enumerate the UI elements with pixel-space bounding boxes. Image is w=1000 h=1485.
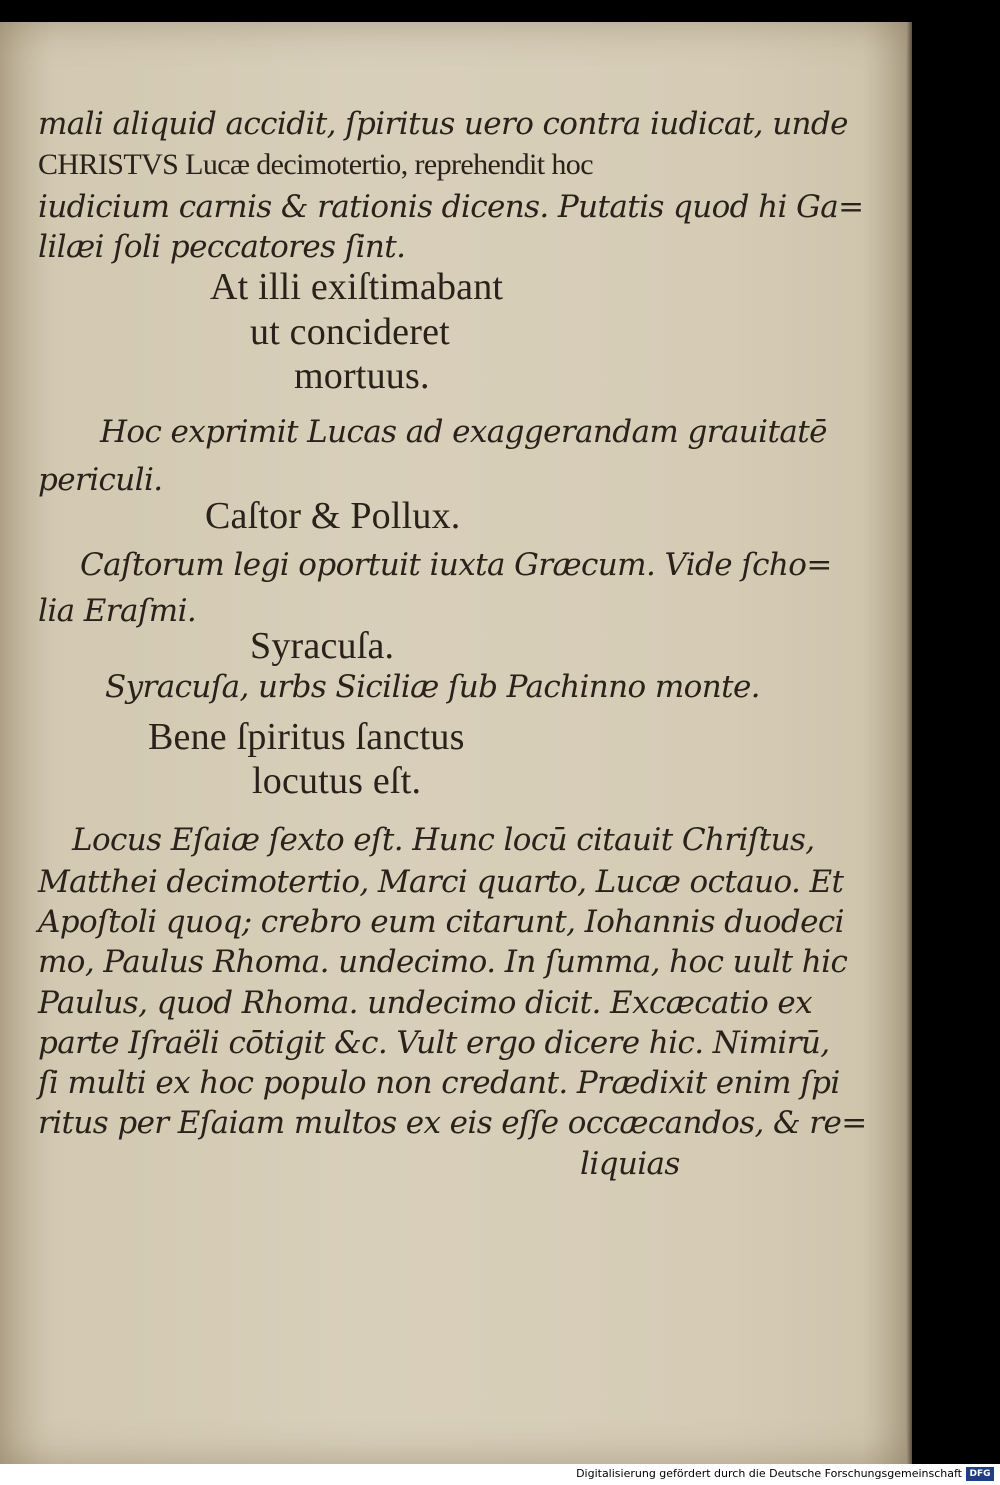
body-line: Syracuſa, urbs Siciliæ ſub Pachinno monte. xyxy=(105,669,760,705)
body-line: Matthei decimotertio, Marci quarto, Lucæ octauo. Et xyxy=(38,864,844,900)
body-line: ritus per Eſaiam multos ex eis eſſe occæcandos, & re= xyxy=(38,1105,867,1141)
funding-notice: Digitalisierung gefördert durch die Deutsche Forschungsgemeinschaft xyxy=(576,1467,962,1480)
heading-line: At illi exiſtimabant xyxy=(210,266,504,308)
body-line: Hoc exprimit Lucas ad exaggerandam grauitatē xyxy=(100,414,827,450)
body-line: Paulus, quod Rhoma. undecimo dicit. Excæcatio ex xyxy=(38,985,813,1021)
body-line: mali aliquid accidit, ſpiritus uero contra iudicat, unde xyxy=(38,106,848,142)
body-line: mo, Paulus Rhoma. undecimo. In ſumma, hoc uult hic xyxy=(38,944,848,980)
body-line: Caſtorum legi oportuit iuxta Græcum. Vide ſcho= xyxy=(80,547,832,583)
body-line: Apoſtoli quoq; crebro eum citarunt, Iohannis duodeci xyxy=(38,904,844,940)
body-line: lia Eraſmi. xyxy=(38,593,197,629)
dfg-logo-icon: DFG xyxy=(966,1467,994,1481)
heading-line: ut concideret xyxy=(250,311,450,353)
body-line: Locus Eſaiæ ſexto eſt. Hunc locū citauit Chriſtus, xyxy=(72,822,815,858)
body-line: periculi. xyxy=(38,462,163,498)
page-edge xyxy=(906,22,912,1464)
body-line: lilæi ſoli peccatores ſint. xyxy=(38,229,406,265)
body-line: iudicium carnis & rationis dicens. Putatis quod hi Ga= xyxy=(38,189,864,225)
body-line: parte Iſraëli cōtigit &c. Vult ergo dicere hic. Nimirū, xyxy=(38,1025,830,1061)
footer-bar xyxy=(0,1464,1000,1485)
heading-line: mortuus. xyxy=(294,355,430,397)
heading-line: locutus eſt. xyxy=(252,760,422,802)
body-line: ſi multi ex hoc populo non credant. Prædixit enim ſpi xyxy=(38,1065,840,1101)
heading-line: Syracuſa. xyxy=(250,625,395,667)
heading-line: Caſtor & Pollux. xyxy=(205,495,461,537)
body-line: CHRISTVS Lucæ decimotertio, reprehendit hoc xyxy=(38,148,593,181)
catchword: liquias xyxy=(580,1146,680,1182)
heading-line: Bene ſpiritus ſanctus xyxy=(148,716,465,758)
